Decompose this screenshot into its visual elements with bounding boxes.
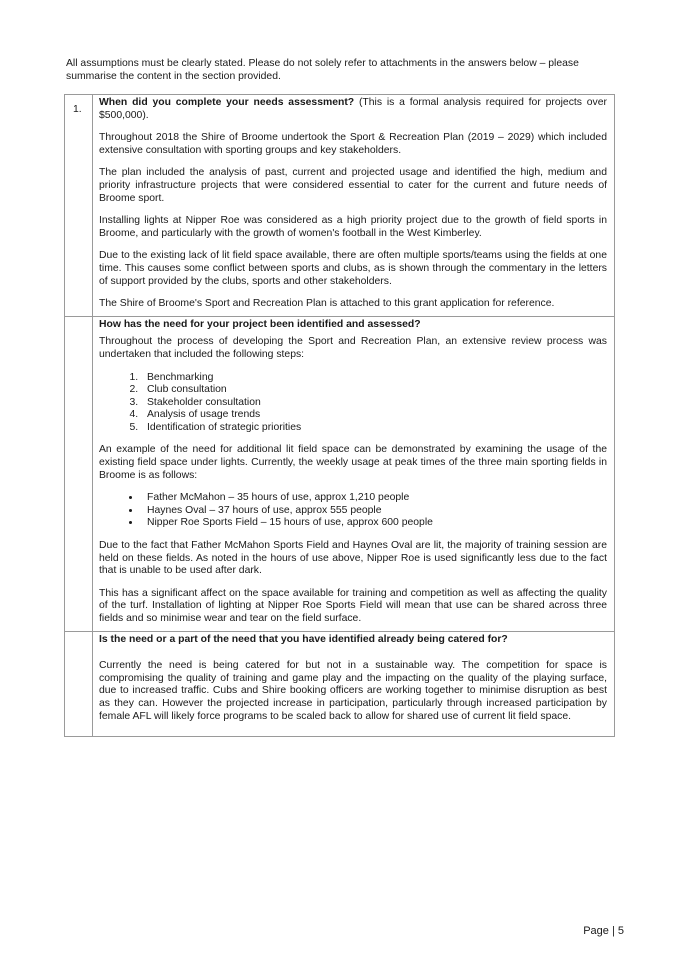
section2-paragraph: Due to the fact that Father McMahon Sports Field and Haynes Oval are lit, the majority of training session are held on these fields. As noted in the hours of use above, Nipper Roe is used significantly less due to the fact that is unable to be used after dark. <box>99 540 607 577</box>
section-row-1 <box>65 95 615 317</box>
section1-question: When did you complete your needs assessment? <box>99 97 355 108</box>
section2-example: An example of the need for additional lit field space can be demonstrated by examining the usage of the existing field space under lights. Currently, the weekly usage at peak times of the three main sporting fields in Broome is as follows: <box>99 444 607 481</box>
section-row-3 <box>65 631 615 737</box>
needs-assessment-table <box>64 94 615 737</box>
section1-paragraph: Installing lights at Nipper Roe was considered as a high priority project due to the growth of field sports in Broome, and particularly with the growth of women's football in the West Kimberley. <box>99 215 607 239</box>
section-number-cell-empty <box>65 316 93 631</box>
section2-question: How has the need for your project been identified and assessed? <box>99 318 421 330</box>
section1-paragraph: The plan included the analysis of past, current and projected usage and identified the high, medium and priority infrastructure projects that were considered essential to cater for the current and future needs of Broome sport. <box>99 167 607 204</box>
list-item: 5. Identification of strategic priorities <box>141 422 607 435</box>
section3-content <box>93 631 615 737</box>
list-item: • Nipper Roe Sports Field – 15 hours of use, approx 600 people <box>141 517 607 530</box>
section1-question-note: (This is a formal analysis required for projects over $500,000). <box>99 97 607 121</box>
section-number-cell-empty <box>65 631 93 737</box>
list-item: 4. Analysis of usage trends <box>141 409 607 422</box>
section2-intro: Throughout the process of developing the Sport and Recreation Plan, an extensive review process was undertaken that included the following steps: <box>99 336 607 360</box>
section-number: 1. <box>73 104 82 115</box>
review-steps-list <box>99 372 607 435</box>
section1-paragraph: Throughout 2018 the Shire of Broome undertook the Sport & Recreation Plan (2019 – 2029) which included extensive consultation with sporting groups and key stakeholders. <box>99 132 607 156</box>
list-item: 1. Benchmarking <box>141 372 607 385</box>
section3-question: Is the need or a part of the need that you have identified already being catered for? <box>99 633 508 645</box>
field-usage-list <box>99 492 607 530</box>
section2-content <box>93 316 615 631</box>
list-item: • Father McMahon – 35 hours of use, approx 1,210 people <box>141 492 607 505</box>
list-item: 2. Club consultation <box>141 384 607 397</box>
section3-answer: Currently the need is being catered for but not in a sustainable way. The competition for space is compromising the quality of training and game play and the impacting on the quality of the playing surface, due to increased traffic. Cubs and Shire booking officers are working together to minimise disruption as best as they can. However the projected increase in participation, particularly through increased participation by female AFL will likely force programs to be scaled back to allow for shared use of current lit field space. <box>99 660 607 722</box>
intro-instructions: All assumptions must be clearly stated. Please do not solely refer to attachments in the answers below – please summarise the content in the section provided. <box>66 58 579 82</box>
section2-paragraph: This has a significant affect on the space available for training and competition as well as affecting the quality of the turf. Installation of lighting at Nipper Roe Sports Field will mean that use can be shared across three fields and so minimise wear and tear on the field surface. <box>99 587 607 624</box>
list-item: • Haynes Oval – 37 hours of use, approx 555 people <box>141 505 607 518</box>
section-number-cell <box>65 95 93 317</box>
list-item: 3. Stakeholder consultation <box>141 397 607 410</box>
section1-content <box>93 95 615 317</box>
section-row-2 <box>65 316 615 631</box>
section1-paragraph: Due to the existing lack of lit field space available, there are often multiple sports/teams using the fields at one time. This causes some conflict between sports and clubs, as is shown through the commentary in the letters of support provided by the clubs, sports and other stakeholders. <box>99 250 607 287</box>
section1-paragraph: The Shire of Broome's Sport and Recreation Plan is attached to this grant application for reference. <box>99 298 555 310</box>
page-number: Page | 5 <box>583 925 624 937</box>
